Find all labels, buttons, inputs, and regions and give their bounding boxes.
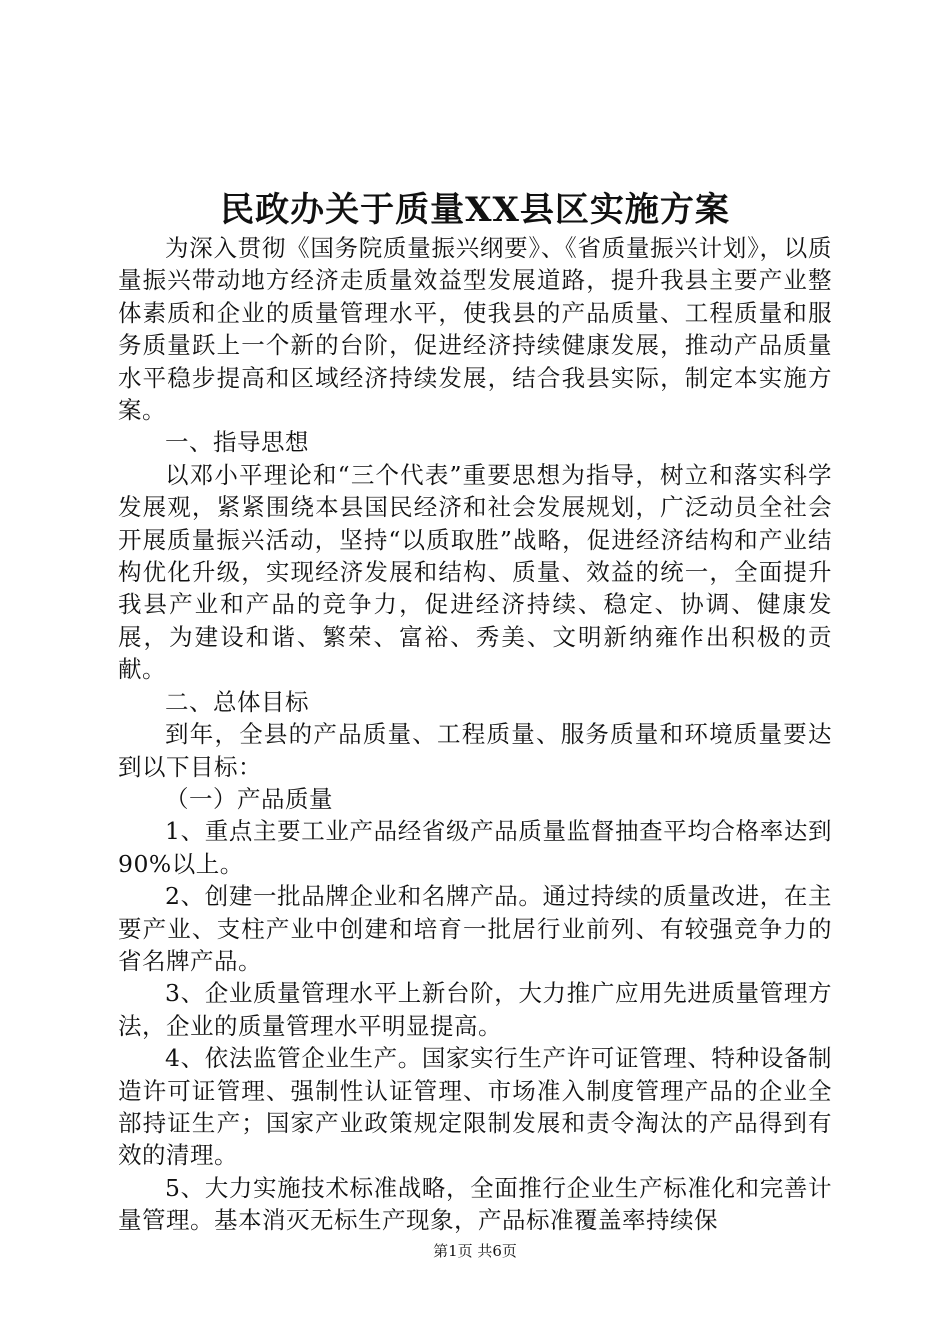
list-item: 1、重点主要工业产品经省级产品质量监督抽查平均合格率达到90%以上。 (118, 817, 832, 878)
document-body (118, 232, 832, 1237)
section-heading-overall-goals: 二、总体目标 (165, 687, 309, 716)
document-title: 民政办关于质量XX县区实施方案 (220, 190, 730, 230)
subsection-heading-product-quality: （一）产品质量 (165, 784, 333, 813)
list-item: 5、大力实施技术标准战略，全面推行企业生产标准化和完善计量管理。基本消灭无标生产现象，产品标准覆盖率持续保 (118, 1173, 832, 1235)
overall-goals-paragraph: 到年，全县的产品质量、工程质量、服务质量和环境质量要达到以下目标： (118, 720, 832, 781)
intro-paragraph: 为深入贯彻《国务院质量振兴纲要》、《省质量振兴计划》，以质量振兴带动地方经济走质量效益型发展道路，提升我县主要产业整体素质和企业的质量管理水平，使我县的产品质量、工程质量和服务质量跃上一个新的台阶，促进经济持续健康发展，推动产品质量水平稳步提高和区域经济持续发展，结合我县实际，制定本实施方案。 (118, 234, 832, 425)
list-item: 3、企业质量管理水平上新台阶，大力推广应用先进质量管理方法，企业的质量管理水平明显提高。 (118, 979, 832, 1040)
page-footer: 第1页 共6页 (433, 1242, 517, 1260)
list-item: 4、依法监管企业生产。国家实行生产许可证管理、特种设备制造许可证管理、强制性认证管理、市场准入制度管理产品的企业全部持证生产；国家产业政策规定限制发展和责令淘汰的产品得到有效的清理。 (118, 1044, 832, 1170)
list-item: 2、创建一批品牌企业和名牌产品。通过持续的质量改进，在主要产业、支柱产业中创建和培育一批居行业前列、有较强竞争力的省名牌产品。 (118, 882, 832, 975)
guiding-ideology-paragraph: 以邓小平理论和“三个代表”重要思想为指导，树立和落实科学发展观，紧紧围绕本县国民经济和社会发展规划，广泛动员全社会开展质量振兴活动，坚持“以质取胜”战略，促进经济结构和产业结构优化升级，实现经济发展和结构、质量、效益的统一，全面提升我县产业和产品的竞争力，促进经济持续、稳定、协调、健康发展，为建设和谐、繁荣、富裕、秀美、文明新纳雍作出积极的贡献。 (118, 460, 832, 684)
section-heading-guiding-ideology: 一、指导思想 (165, 428, 309, 457)
